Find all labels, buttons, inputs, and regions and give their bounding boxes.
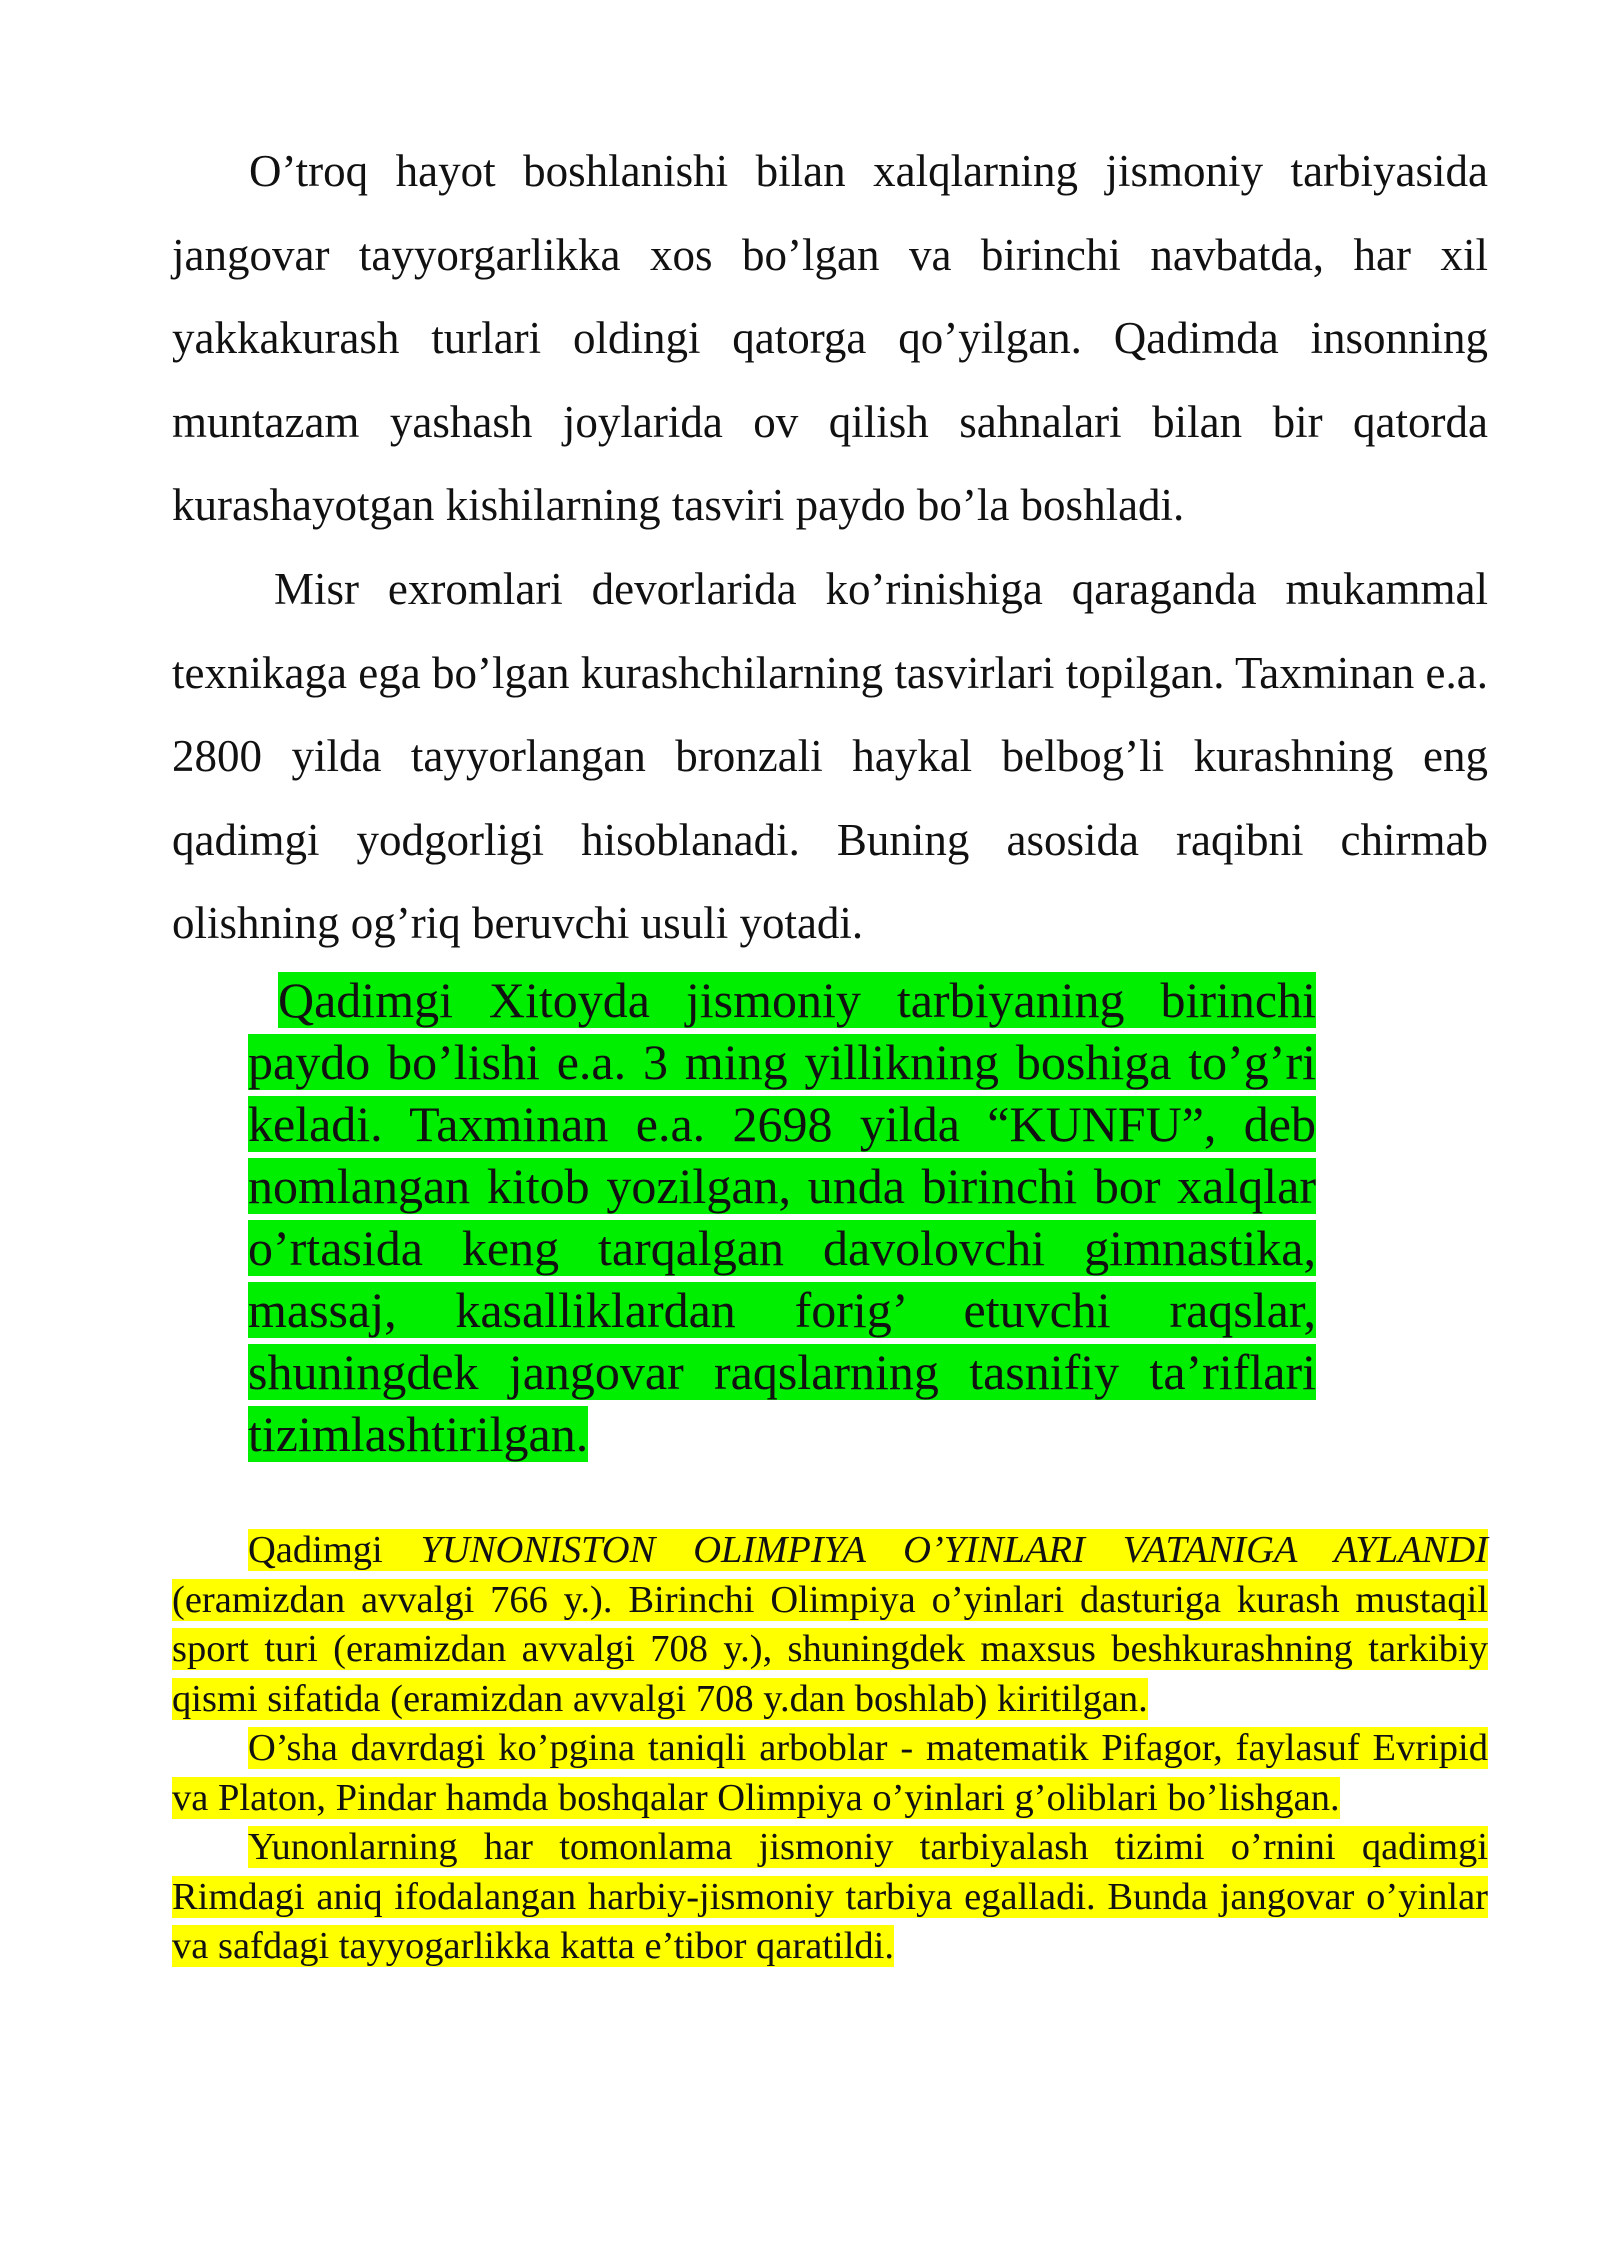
yellow-highlighted-section [172, 1526, 1488, 1972]
green-highlighted-text: Qadimgi Xitoyda jismoniy tarbiyaning birinchi paydo bo’lishi e.a. 3 ming yillikning boshiga to’g’ri keladi. Taxminan e.a. 2698 yilda “KUNFU”, deb nomlangan kitob yozilgan, unda birinchi bor xalqlar o’rtasida keng tarqalgan davolovchi gimnastika, massaj, kasalliklardan forig’ etuvchi raqslar, shuningdek jangovar raqslarning tasnifiy ta’riflari tizimlashtirilgan. [248, 972, 1316, 1462]
yellow-highlighted-text [172, 1529, 1488, 1720]
yellow-highlighted-text: Yunonlarning har tomonlama jismoniy tarbiyalash tizimi o’rnini qadimgi Rimdagi aniq ifodalangan harbiy-jismoniy tarbiya egalladi. Bunda jangovar o’yinlar va safdagi tayyogarlikka katta e’tibor qaratildi. [172, 1826, 1488, 1967]
paragraph-egypt-temples [172, 548, 1488, 966]
paragraph-famous-figures [172, 1724, 1488, 1823]
paragraph-ancient-rome [172, 1823, 1488, 1972]
paragraph-ancient-china [248, 969, 1316, 1465]
yellow-highlighted-text: O’sha davrdagi ko’pgina taniqli arboblar - matematik Pifagor, faylasuf Evripid va Platon, Pindar hamda boshqalar Olimpiya o’yinlari g’oliblari bo’lishgan. [172, 1727, 1488, 1819]
paragraph-lead-word: Qadimgi [248, 1529, 383, 1571]
paragraph-text: Misr exromlari devorlarida ko’rinishiga qaraganda mukammal texnikaga ega bo’lgan kurashchilarning tasvirlari topilgan. Taxminan e.a. 2800 yilda tayyorlangan bronzali haykal belbog’li kurashning eng qadimgi yodgorligi hisoblanadi. Buning asosida raqibni chirmab olishning og’riq beruvchi usuli yotadi. [172, 564, 1488, 948]
paragraph-text: O’troq hayot boshlanishi bilan xalqlarning jismoniy tarbiyasida jangovar tayyorgarlikka xos bo’lgan va birinchi navbatda, har xil yakkakurash turlari oldingi qatorga qo’yilgan. Qadimda insonning muntazam yashash joylarida ov qilish sahnalari bilan bir qatorda kurashayotgan kishilarning tasviri paydo bo’la boshladi. [172, 146, 1488, 530]
paragraph-greece-olympics [172, 1526, 1488, 1724]
paragraph-text: (eramizdan avvalgi 766 y.). Birinchi Olimpiya o’yinlari dasturiga kurash mustaqil sport turi (eramizdan avvalgi 708 y.), shuningdek maxsus beshkurashning tarkibiy qismi sifatida (eramizdan avvalgi 708 y.dan boshlab) kiritilgan. [172, 1578, 1488, 1720]
paragraph-sedentary-life [172, 130, 1488, 548]
italic-caps-phrase: YUNONISTON OLIMPIYA O’YINLARI VATANIGA AYLANDI [420, 1529, 1488, 1571]
